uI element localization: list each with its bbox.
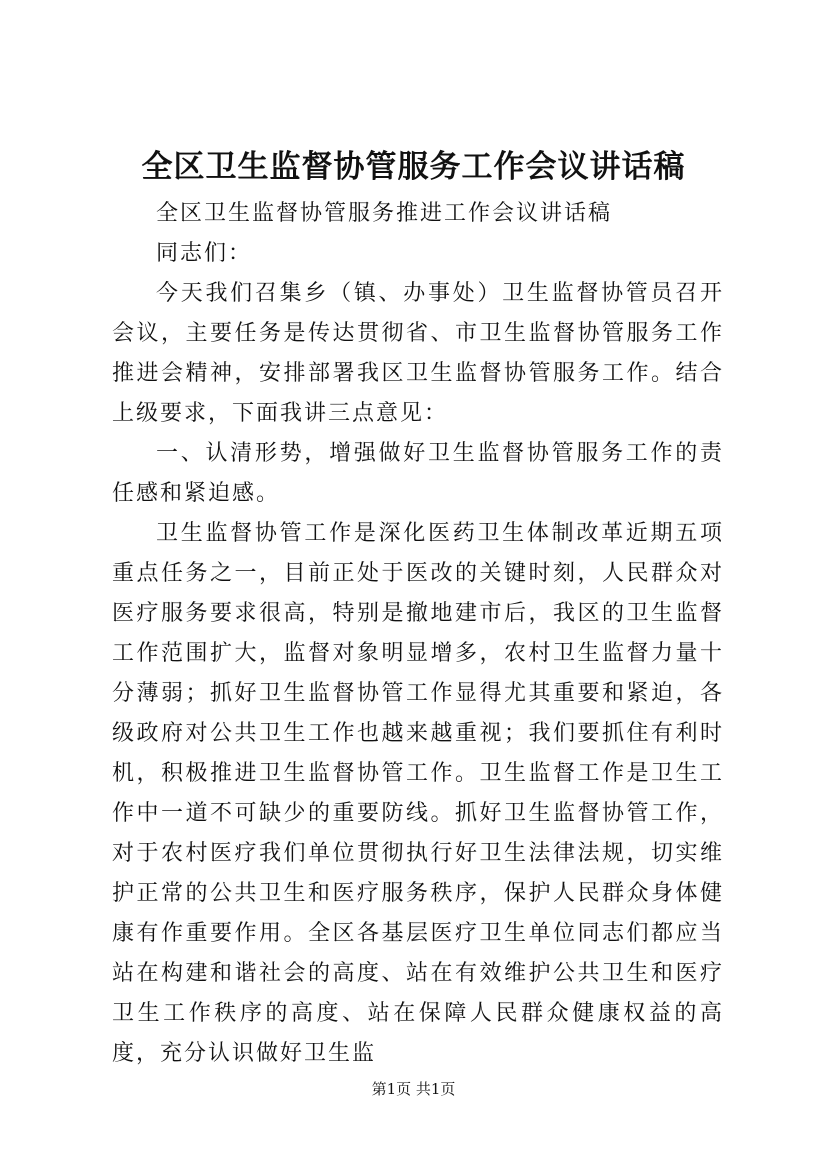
document-body	[112, 194, 724, 1074]
body-paragraph: 今天我们召集乡（镇、办事处）卫生监督协管员召开会议，主要任务是传达贯彻省、市卫生监督协管服务工作推进会精神，安排部署我区卫生监督协管服务工作。结合上级要求，下面我讲三点意见：	[112, 281, 724, 426]
page-number-footer: 第1页 共1页	[371, 1080, 456, 1098]
subtitle-paragraph: 全区卫生监督协管服务推进工作会议讲话稿	[156, 201, 613, 226]
document-title: 全区卫生监督协管服务工作会议讲话稿	[141, 149, 686, 185]
section-heading-paragraph: 一、认清形势，增强做好卫生监督协管服务工作的责任感和紧迫感。	[112, 441, 724, 506]
salutation-paragraph: 同志们：	[156, 241, 253, 266]
body-paragraph: 卫生监督协管工作是深化医药卫生体制改革近期五项重点任务之一，目前正处于医改的关键时刻，人民群众对医疗服务要求很高，特别是撤地建市后，我区的卫生监督工作范围扩大，监督对象明显增多，农村卫生监督力量十分薄弱；抓好卫生监督协管工作显得尤其重要和紧迫，各级政府对公共卫生工作也越来越重视；我们要抓住有利时机，积极推进卫生监督协管工作。卫生监督工作是卫生工作中一道不可缺少的重要防线。抓好卫生监督协管工作，对于农村医疗我们单位贯彻执行好卫生法律法规，切实维护正常的公共卫生和医疗服务秩序，保护人民群众身体健康有作重要作用。全区各基层医疗卫生单位同志们都应当站在构建和谐社会的高度、站在有效维护公共卫生和医疗卫生工作秩序的高度、站在保障人民群众健康权益的高度，充分认识做好卫生监	[112, 521, 724, 1066]
